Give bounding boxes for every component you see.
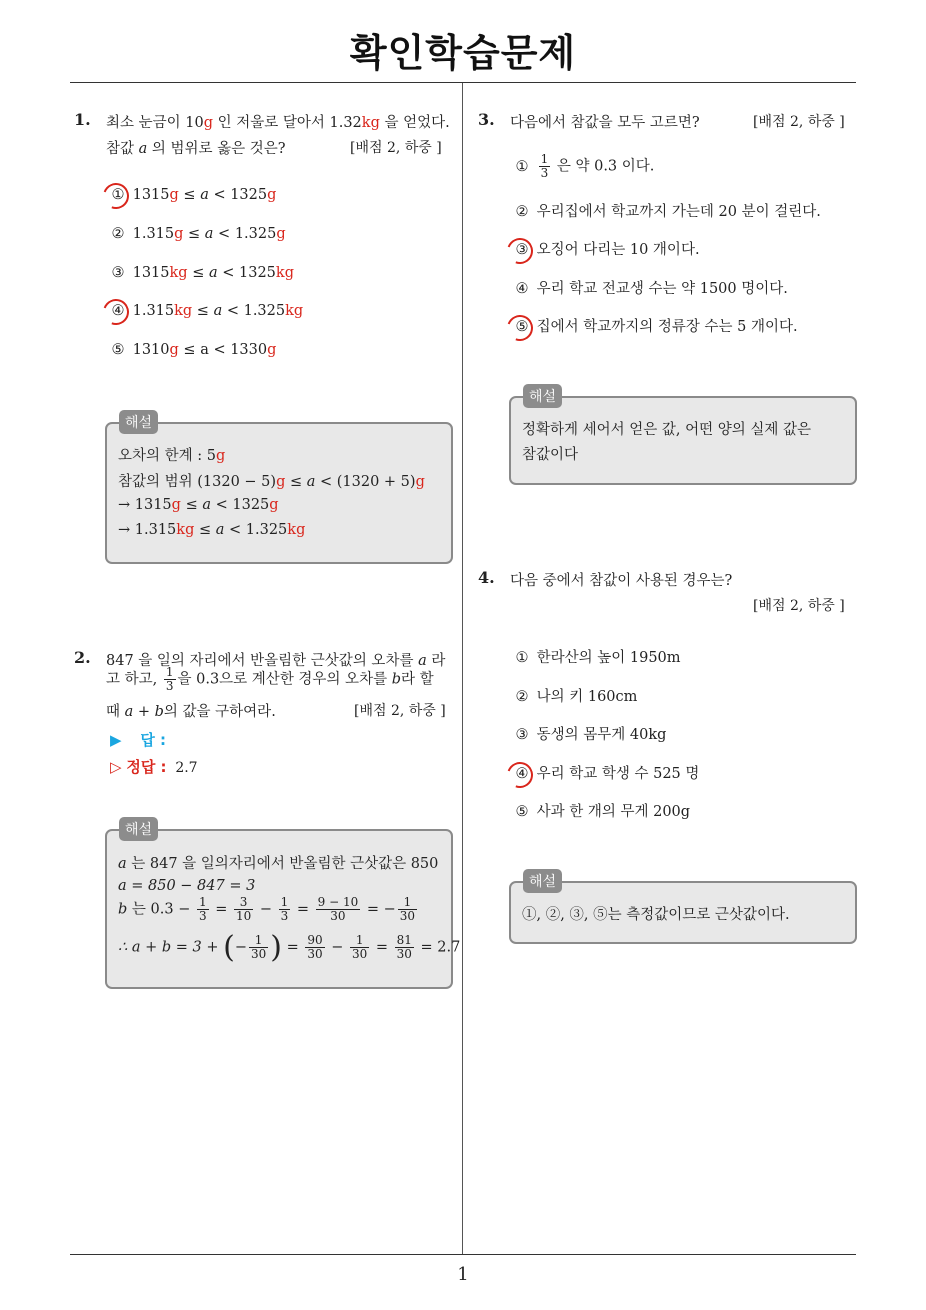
outline-arrow-icon: ▷ xyxy=(110,758,122,776)
option-marker: ④ xyxy=(515,281,529,297)
explanation-box xyxy=(509,396,857,485)
option-2[interactable]: ② 1.315g ≤ a < 1.325g xyxy=(108,226,286,242)
question-text-line1: 최소 눈금이 10g 인 저울로 달아서 1.32kg 을 얻었다. xyxy=(106,115,450,131)
top-rule xyxy=(70,82,856,83)
score-meta: [배점 2, 하중 ] xyxy=(753,114,845,130)
option-marker: ① xyxy=(515,158,529,175)
column-divider xyxy=(462,83,463,1254)
option-marker: ① xyxy=(108,187,128,203)
score-meta: [배점 2, 하중 ] xyxy=(354,703,446,719)
option-1[interactable]: ① 1315g ≤ a < 1325g xyxy=(108,187,276,203)
option-marker: ⑤ xyxy=(515,804,529,820)
question-number: 2. xyxy=(74,648,91,667)
correct-answer-value: 2.7 xyxy=(175,760,198,776)
option-5[interactable]: ⑤ 사과 한 개의 무게 200g xyxy=(512,800,690,821)
option-marker: ⑤ xyxy=(512,319,532,335)
explanation-line: 참값이다 xyxy=(522,447,579,463)
answer-row xyxy=(110,729,166,750)
question-text: 다음 중에서 참값이 사용된 경우는? xyxy=(510,573,733,589)
option-marker: ④ xyxy=(108,303,128,319)
explanation-line: → 1.315kg ≤ a < 1.325kg xyxy=(118,522,306,538)
question-number: 3. xyxy=(478,110,495,129)
option-marker: ② xyxy=(515,689,529,705)
option-5[interactable]: ⑤ 1310g ≤ a < 1330g xyxy=(108,342,276,358)
score-meta: [배점 2, 하중 ] xyxy=(350,140,442,156)
option-marker: ③ xyxy=(111,265,125,281)
explanation-tag: 해설 xyxy=(119,817,158,841)
question-number: 1. xyxy=(74,110,91,129)
explanation-line: 참값의 범위 (1320 − 5)g ≤ a < (1320 + 5)g xyxy=(118,474,425,490)
fraction: $\frac{1}{3}$ xyxy=(540,152,549,180)
fraction: $\frac{1}{3}$ xyxy=(165,665,174,693)
option-3[interactable]: ③ 동생의 몸무게 40kg xyxy=(512,723,666,744)
correct-answer-label: 정답 : xyxy=(126,758,167,776)
page-number: 1 xyxy=(457,1264,469,1285)
option-3[interactable]: ③ 오징어 다리는 10 개이다. xyxy=(512,238,700,259)
page-title: 확인학습문제 xyxy=(349,31,577,75)
explanation-line: ①, ②, ③, ⑤는 측정값이므로 근삿값이다. xyxy=(522,907,790,923)
question-text-line2: 고 하고, $\frac{1}{3}$ 을 0.3으로 계산한 경우의 오차를 b라 할 xyxy=(106,665,434,693)
question-text: 다음에서 참값을 모두 고르면? xyxy=(510,115,700,131)
explanation-tag: 해설 xyxy=(119,410,158,434)
explanation-line: → 1315g ≤ a < 1325g xyxy=(118,497,279,513)
answer-circle-mark xyxy=(99,295,134,330)
explanation-line: a 는 847 을 일의자리에서 반올림한 근삿값은 850 xyxy=(118,856,439,872)
answer-label: 답 : xyxy=(140,731,167,749)
option-1[interactable]: ① 한라산의 높이 1950m xyxy=(512,646,681,667)
question-text-line3: 때 a + b의 값을 구하여라. xyxy=(106,704,276,720)
option-3[interactable]: ③ 1315kg ≤ a < 1325kg xyxy=(108,265,294,281)
option-4[interactable]: ④ 1.315kg ≤ a < 1.325kg xyxy=(108,303,303,319)
option-1[interactable]: ① $\frac{1}{3}$ 은 약 0.3 이다. xyxy=(512,153,654,180)
option-marker: ② xyxy=(111,226,125,242)
play-arrow-icon: ▶ xyxy=(110,731,122,749)
question-text-line1: 847 을 일의 자리에서 반올림한 근삿값의 오차를 a 라 xyxy=(106,653,446,669)
option-marker: ③ xyxy=(512,242,532,258)
question-number: 4. xyxy=(478,568,495,587)
option-2[interactable]: ② 나의 키 160cm xyxy=(512,685,637,706)
answer-circle-mark xyxy=(503,234,538,269)
correct-answer-row xyxy=(110,756,198,777)
explanation-tag: 해설 xyxy=(523,869,562,893)
option-5[interactable]: ⑤ 집에서 학교까지의 정류장 수는 5 개이다. xyxy=(512,315,798,336)
answer-circle-mark xyxy=(503,311,538,346)
option-2[interactable]: ② 우리집에서 학교까지 가는데 20 분이 걸린다. xyxy=(512,200,821,221)
option-marker: ② xyxy=(515,204,529,220)
explanation-line: a = 850 − 847 = 3 xyxy=(118,878,256,894)
option-4[interactable]: ④ 우리 학교 전교생 수는 약 1500 명이다. xyxy=(512,277,788,298)
explanation-line: b 는 0.3 − $\frac{1}{3}$ = $\frac{3}{10}$ − $\frac{1}{3}$ = $\frac{9 - 10}{30}$ = − $\frac{1}{30}$ xyxy=(118,895,416,923)
answer-circle-mark xyxy=(99,179,134,214)
option-marker: ⑤ xyxy=(111,342,125,358)
score-meta: [배점 2, 하중 ] xyxy=(753,598,845,614)
option-marker: ④ xyxy=(512,766,532,782)
option-4[interactable]: ④ 우리 학교 학생 수 525 명 xyxy=(512,762,699,783)
question-text-line2: 참값 a 의 범위로 옳은 것은? xyxy=(106,141,286,157)
explanation-line: 정확하게 세어서 얻은 값, 어떤 양의 실제 값은 xyxy=(522,422,811,438)
option-marker: ① xyxy=(515,650,529,666)
explanation-line: 오차의 한계 : 5g xyxy=(118,448,226,464)
answer-circle-mark xyxy=(503,758,538,793)
option-marker: ③ xyxy=(515,727,529,743)
bottom-rule xyxy=(70,1254,856,1255)
explanation-line: ∴ a + b = 3 + (− $\frac{1}{30}$ ) = $\frac{90}{30}$ − $\frac{1}{30}$ = $\frac{81}{30}$ = 2.7 xyxy=(118,930,461,965)
explanation-tag: 해설 xyxy=(523,384,562,408)
